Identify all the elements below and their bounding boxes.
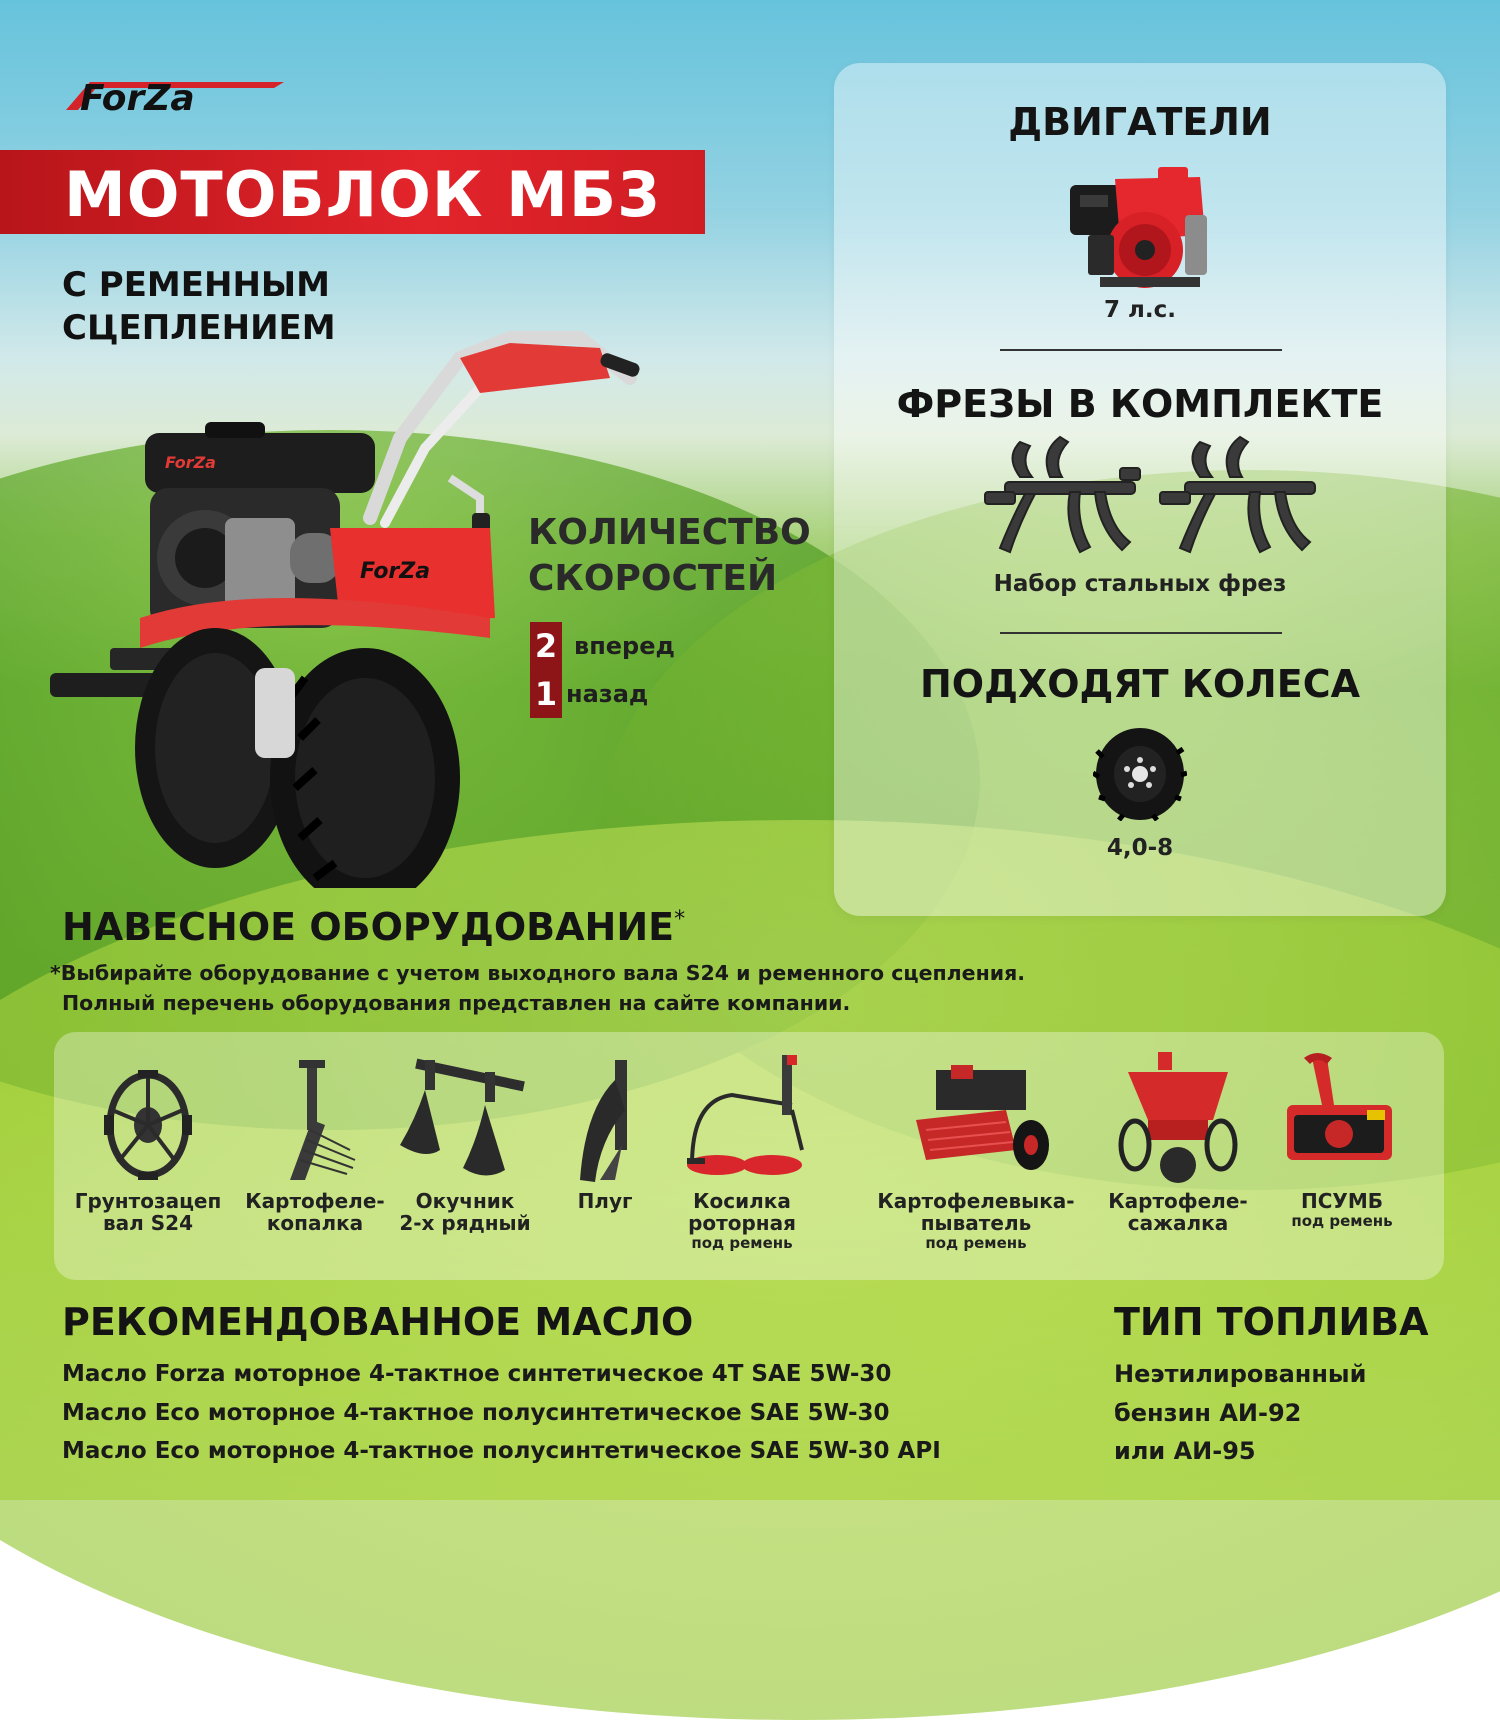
tiller-icon [40, 318, 660, 888]
grouser-wheel-icon [88, 1050, 208, 1190]
equipment-heading [62, 905, 685, 949]
equipment-label: сажалка [1127, 1211, 1229, 1235]
equipment-label: Плуг [577, 1189, 633, 1213]
potato-digger-icon [255, 1050, 375, 1190]
wheel-icon [1093, 727, 1187, 821]
divider [1000, 349, 1282, 351]
equipment-label: Картофеле- [245, 1189, 385, 1213]
speed-reverse-count: 1 [530, 670, 562, 718]
equipment-label: копалка [266, 1211, 364, 1235]
equipment-label: вал S24 [103, 1211, 193, 1235]
equipment-label: Окучник [415, 1189, 515, 1213]
oil-item: Масло Forza моторное 4-тактное синтетическое 4T SAE 5W-30 [62, 1361, 892, 1387]
footnote-mark: * [674, 907, 686, 932]
equipment-sublabel: под ремень [925, 1234, 1027, 1252]
tines-caption: Набор стальных фрез [993, 571, 1287, 597]
equipment-item [1100, 1050, 1256, 1234]
speed-reverse [530, 670, 648, 718]
oil-list [62, 1355, 941, 1471]
fuel-list [1114, 1355, 1366, 1471]
fuel-line: бензин АИ-92 [1114, 1398, 1302, 1427]
potato-planter-icon [1113, 1050, 1243, 1190]
engine-heading: ДВИГАТЕЛИ [1008, 100, 1272, 144]
fuel-line: или АИ-95 [1114, 1437, 1256, 1465]
wheels-heading: ПОДХОДЯТ КОЛЕСА [920, 662, 1360, 706]
equipment-item [550, 1050, 660, 1212]
svg-text:ForZa: ForZa [360, 559, 431, 584]
page-title: МОТОБЛОК МБ3 [64, 158, 662, 231]
equipment-label: пыватель [920, 1211, 1032, 1235]
oil-item: Масло Eco моторное 4-тактное полусинтетическое SAE 5W-30 API [62, 1438, 941, 1464]
equipment-note-line: Полный перечень оборудования представлен на сайте компании. [62, 991, 851, 1015]
speeds-title-line: КОЛИЧЕСТВО [528, 512, 811, 553]
subtitle-line: СЦЕПЛЕНИЕМ [62, 308, 336, 348]
equipment-sublabel: под ремень [1291, 1212, 1393, 1230]
equipment-label: Косилка [693, 1189, 791, 1213]
equipment-label: 2-х рядный [399, 1211, 531, 1235]
subtitle-line: С РЕМЕННЫМ [62, 265, 330, 305]
speeds-title [528, 510, 811, 602]
equipment-label: Грунтозацеп [74, 1189, 222, 1213]
equipment-heading-text: НАВЕСНОЕ ОБОРУДОВАНИЕ [62, 905, 675, 949]
tines-heading: ФРЕЗЫ В КОМПЛЕКТЕ [896, 382, 1384, 426]
fuel-line: Неэтилированный [1114, 1360, 1367, 1388]
speed-forward-label: вперед [574, 632, 675, 660]
equipment-item [868, 1050, 1084, 1252]
svg-text:ForZa: ForZa [165, 453, 216, 472]
equipment-item [1270, 1050, 1414, 1230]
speeds-title-line: СКОРОСТЕЙ [528, 558, 778, 599]
equipment-item [672, 1050, 812, 1252]
equipment-item [240, 1050, 390, 1234]
equipment-note [50, 958, 1025, 1018]
potato-harvester-icon [896, 1050, 1056, 1190]
plow-icon [560, 1050, 650, 1190]
tiller-tines-icon [980, 432, 1320, 572]
divider [1000, 632, 1282, 634]
forza-logo [60, 72, 290, 116]
oil-item: Масло Eco моторное 4-тактное полусинтетическое SAE 5W-30 [62, 1399, 890, 1426]
speed-forward-count: 2 [530, 622, 562, 670]
fuel-heading: ТИП ТОПЛИВА [1114, 1300, 1429, 1344]
equipment-label: Картофеле- [1108, 1189, 1248, 1213]
snow-blower-icon [1282, 1050, 1402, 1190]
engine-icon [1070, 165, 1210, 295]
speed-forward [530, 622, 675, 670]
speed-reverse-label: назад [566, 680, 649, 708]
equipment-sublabel: под ремень [691, 1234, 793, 1252]
equipment-label: роторная [688, 1211, 796, 1235]
oil-heading: РЕКОМЕНДОВАННОЕ МАСЛО [62, 1300, 694, 1344]
equipment-label: Картофелевыка- [877, 1189, 1075, 1213]
equipment-label: ПСУМБ [1301, 1189, 1383, 1213]
wheels-caption: 4,0-8 [1106, 835, 1174, 861]
equipment-note-line: *Выбирайте оборудование с учетом выходного вала S24 и ременного сцепления. [50, 961, 1026, 985]
engine-caption: 7 л.с. [1104, 297, 1176, 323]
equipment-item [392, 1050, 538, 1234]
rotary-mower-icon [672, 1050, 822, 1190]
hiller-icon [395, 1050, 535, 1190]
equipment-item [66, 1050, 230, 1234]
logo-text: ForZa [80, 78, 195, 116]
